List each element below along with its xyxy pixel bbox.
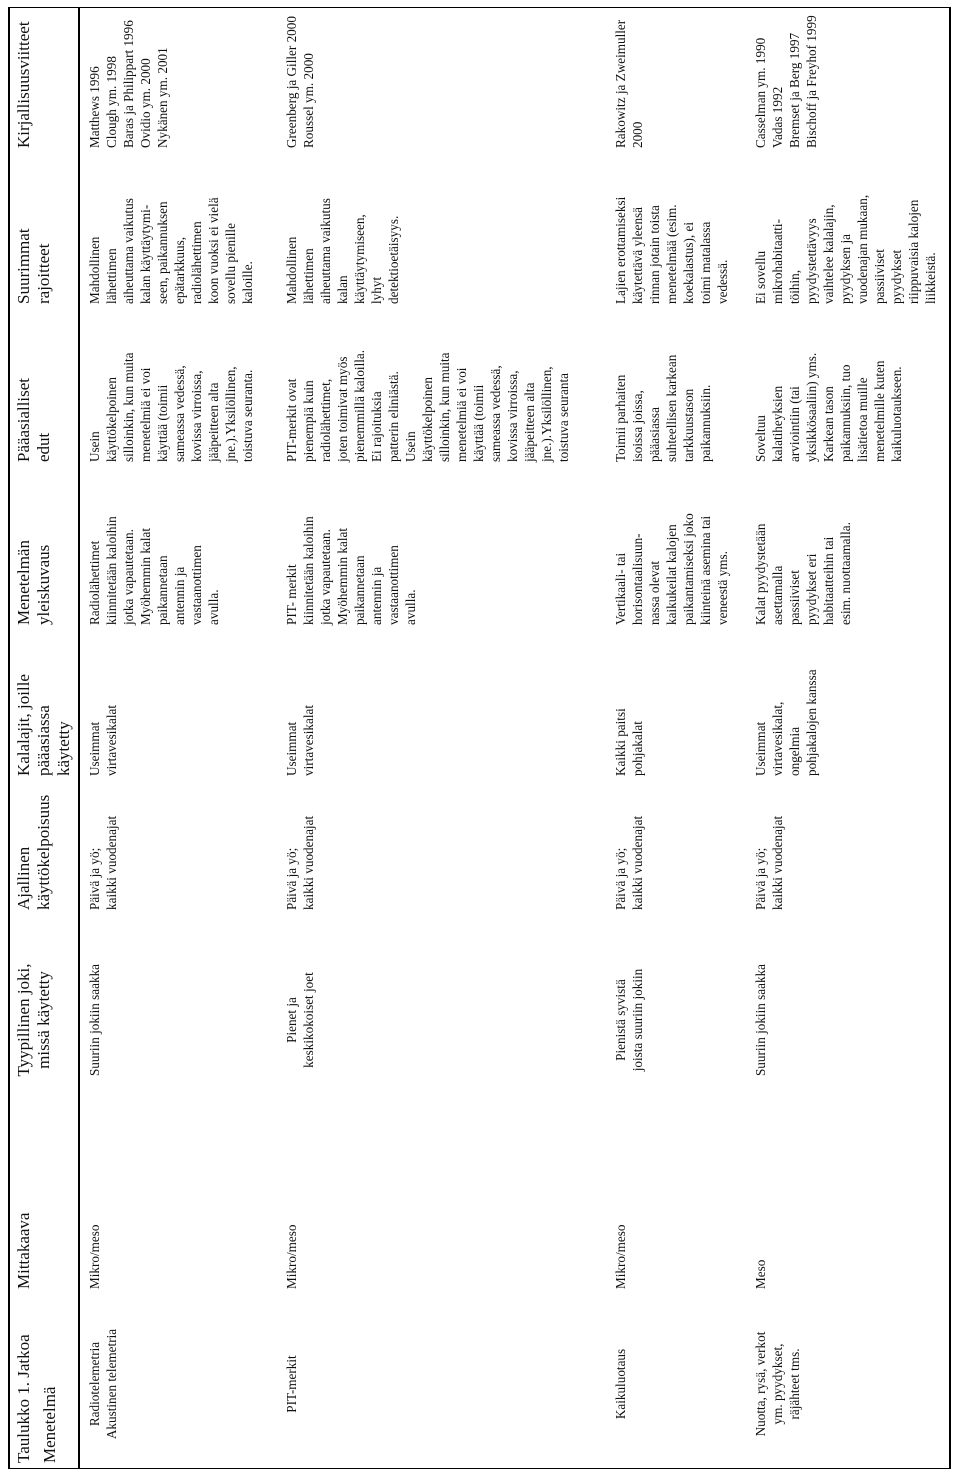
header-limitations: Suurimmat rajoitteet [14, 228, 53, 304]
row1-method: Radiotelemetria Akustinen telemetria [87, 1328, 119, 1440]
table-caption: Taulukko 1. Jatkoa [14, 1334, 33, 1463]
row2-river: Pienet ja keskikokoiset joet [284, 972, 316, 1068]
row3-limitations: Lajien erottamiseksi käytettävä yleensä rinnan jotain toista menetelmää (esim. koekalastus), ei toimi matalassa vedessä. [613, 196, 730, 304]
row2-temporal: Päivä ja yö; kaikki vuodenajat [284, 815, 316, 910]
row1-limitations: Mahdollinen lähettimen aiheuttama vaikutus kalan käyttäytymi- seen, paikannuksen epätarkkuus, radiolähettimen koon vuoksi ei vielä sovellu pienille kaloille. [87, 197, 255, 304]
header-separator [78, 7, 80, 1469]
row1-scale: Mikro/meso [87, 1224, 102, 1289]
header-river: Tyypillinen joki, missä käytetty [14, 963, 53, 1077]
row4-method: Nuotta, rysä, verkot ym. pyydykset, räjähteet tms. [753, 1331, 802, 1437]
row4-scale: Meso [753, 1259, 768, 1289]
row1-description: Radiolähettimet kiinnitetään kaloihin jotka vapautetaan. Myöhemmin kalat paikannetaan antennin ja vastaanottimen avulla. [87, 516, 221, 625]
data-table [8, 7, 951, 1469]
row2-scale: Mikro/meso [284, 1224, 299, 1289]
row1-references: Matthews 1996 Clough ym. 1998 Baras ja Philippart 1996 Ovidio ym. 2000 Nykänen ym. 2001 [87, 20, 170, 148]
row4-references: Casselman ym. 1990 Vadas 1992 Bremset ja Berg 1997 Bischoff ja Freyhof 1999 [753, 15, 819, 148]
table-right-border [8, 7, 951, 8]
row4-advantages: Soveltuu kalatiheyksien arviointiin (tai yksikkösaaliin) yms. Karkean tason paikannuksiin, tuo lisätietoa muille menetelmille kuten kaikuluotaukseen. [753, 352, 904, 462]
table-left-border [8, 1468, 951, 1469]
header-advantages: Pääasialliset edut [14, 377, 53, 462]
row4-limitations: Ei sovellu mikrohabitaatti- töihin, pyydystettävyys vaihtelee kalalajin, pyydyksen ja vuodenajan mukaan, passiiviset pyydykset riippuvaisia kalojen liikkeistä. [753, 194, 938, 304]
row4-river: Suuriin jokiin saakka [753, 963, 768, 1077]
row3-method: Kaikuluotaus [613, 1348, 628, 1420]
row2-method: PIT-merkit [284, 1355, 299, 1413]
table-top-border [8, 7, 10, 1469]
table-bottom-border [949, 7, 951, 1469]
row1-river: Suuriin jokiin saakka [87, 963, 102, 1077]
row1-temporal: Päivä ja yö; kaikki vuodenajat [87, 815, 119, 910]
header-species: Kalalajit, joille pääasiassa käytetty [14, 674, 73, 776]
header-references: Kirjallisuusviitteet [14, 21, 33, 148]
header-method: Menetelmä [40, 1386, 59, 1463]
row3-description: Vertikaali- tai horisontaalisuun- nassa olevat kaikukeilat kalojen paikantamiseksi joko kiinteinä asemina tai veneestä yms. [613, 513, 730, 625]
row3-references: Rakowitz ja Zweimuller 2000 [613, 19, 645, 148]
row3-advantages: Toimii parhaiten isoissa joissa, pääasiassa suhteellisen karkean tarkkuustason paikannuksiin. [613, 354, 713, 462]
row3-species: Kaikki paitsi pohjakalat [613, 708, 645, 776]
row2-advantages: PIT-merkit ovat pienempiä kuin radiolähettimet, joten toimivat myös pienemmillä kaloilla. Ei rajoituksia patterin eliniästä. Usein käyttökelpoinen silloinkin, kun muita menetelmiä ei voi käyttää (toimii sameassa vedessä, kovissa virroissa, jääpeitteen alta jne.).Yksilöllinen, toistuva seuranta [284, 349, 571, 462]
row2-limitations: Mahdollinen lähettimen aiheuttama vaikutus kalan käyttäytymiseen, lyhyt detektioetäisyys. [284, 198, 401, 304]
row1-species: Useimmat virtavesikalat [87, 704, 119, 776]
row3-temporal: Päivä ja yö; kaikki vuodenajat [613, 815, 645, 910]
row3-scale: Mikro/meso [613, 1224, 628, 1289]
header-temporal: Ajallinen käyttökelpoisuus [14, 794, 53, 910]
row3-river: Pienistä syvistä joista suuriin jokiin [613, 968, 645, 1072]
row4-description: Kalat pyydystetään asettamalla passiiviset pyydykset eri habitaatteihin tai esim. nuottaamalla. [753, 522, 853, 625]
row1-advantages: Usein käyttökelpoinen silloinkin, kun muita menetelmiä ei voi käyttää (toimii sameassa vedessä, kovissa virroissa, jääpeitteen alta jne.).Yksilöllinen, toistuva seuranta. [87, 352, 255, 462]
row4-species: Useimmat virtavesikalat, ongelmia pohjakalojen kanssa [753, 669, 819, 776]
row2-description: PIT- merkit kiinnitetään kaloihin jotka vapautetaan. Myöhemmin kalat paikannetaan antennin ja vastaanottimen avulla. [284, 516, 418, 625]
row2-references: Greenberg ja Giller 2000 Roussel ym. 2000 [284, 16, 316, 148]
header-scale: Mittakaava [14, 1212, 33, 1289]
row2-species: Useimmat virtavesikalat [284, 704, 316, 776]
header-description: Menetelmän yleiskuvaus [14, 540, 53, 625]
row4-temporal: Päivä ja yö; kaikki vuodenajat [753, 815, 785, 910]
